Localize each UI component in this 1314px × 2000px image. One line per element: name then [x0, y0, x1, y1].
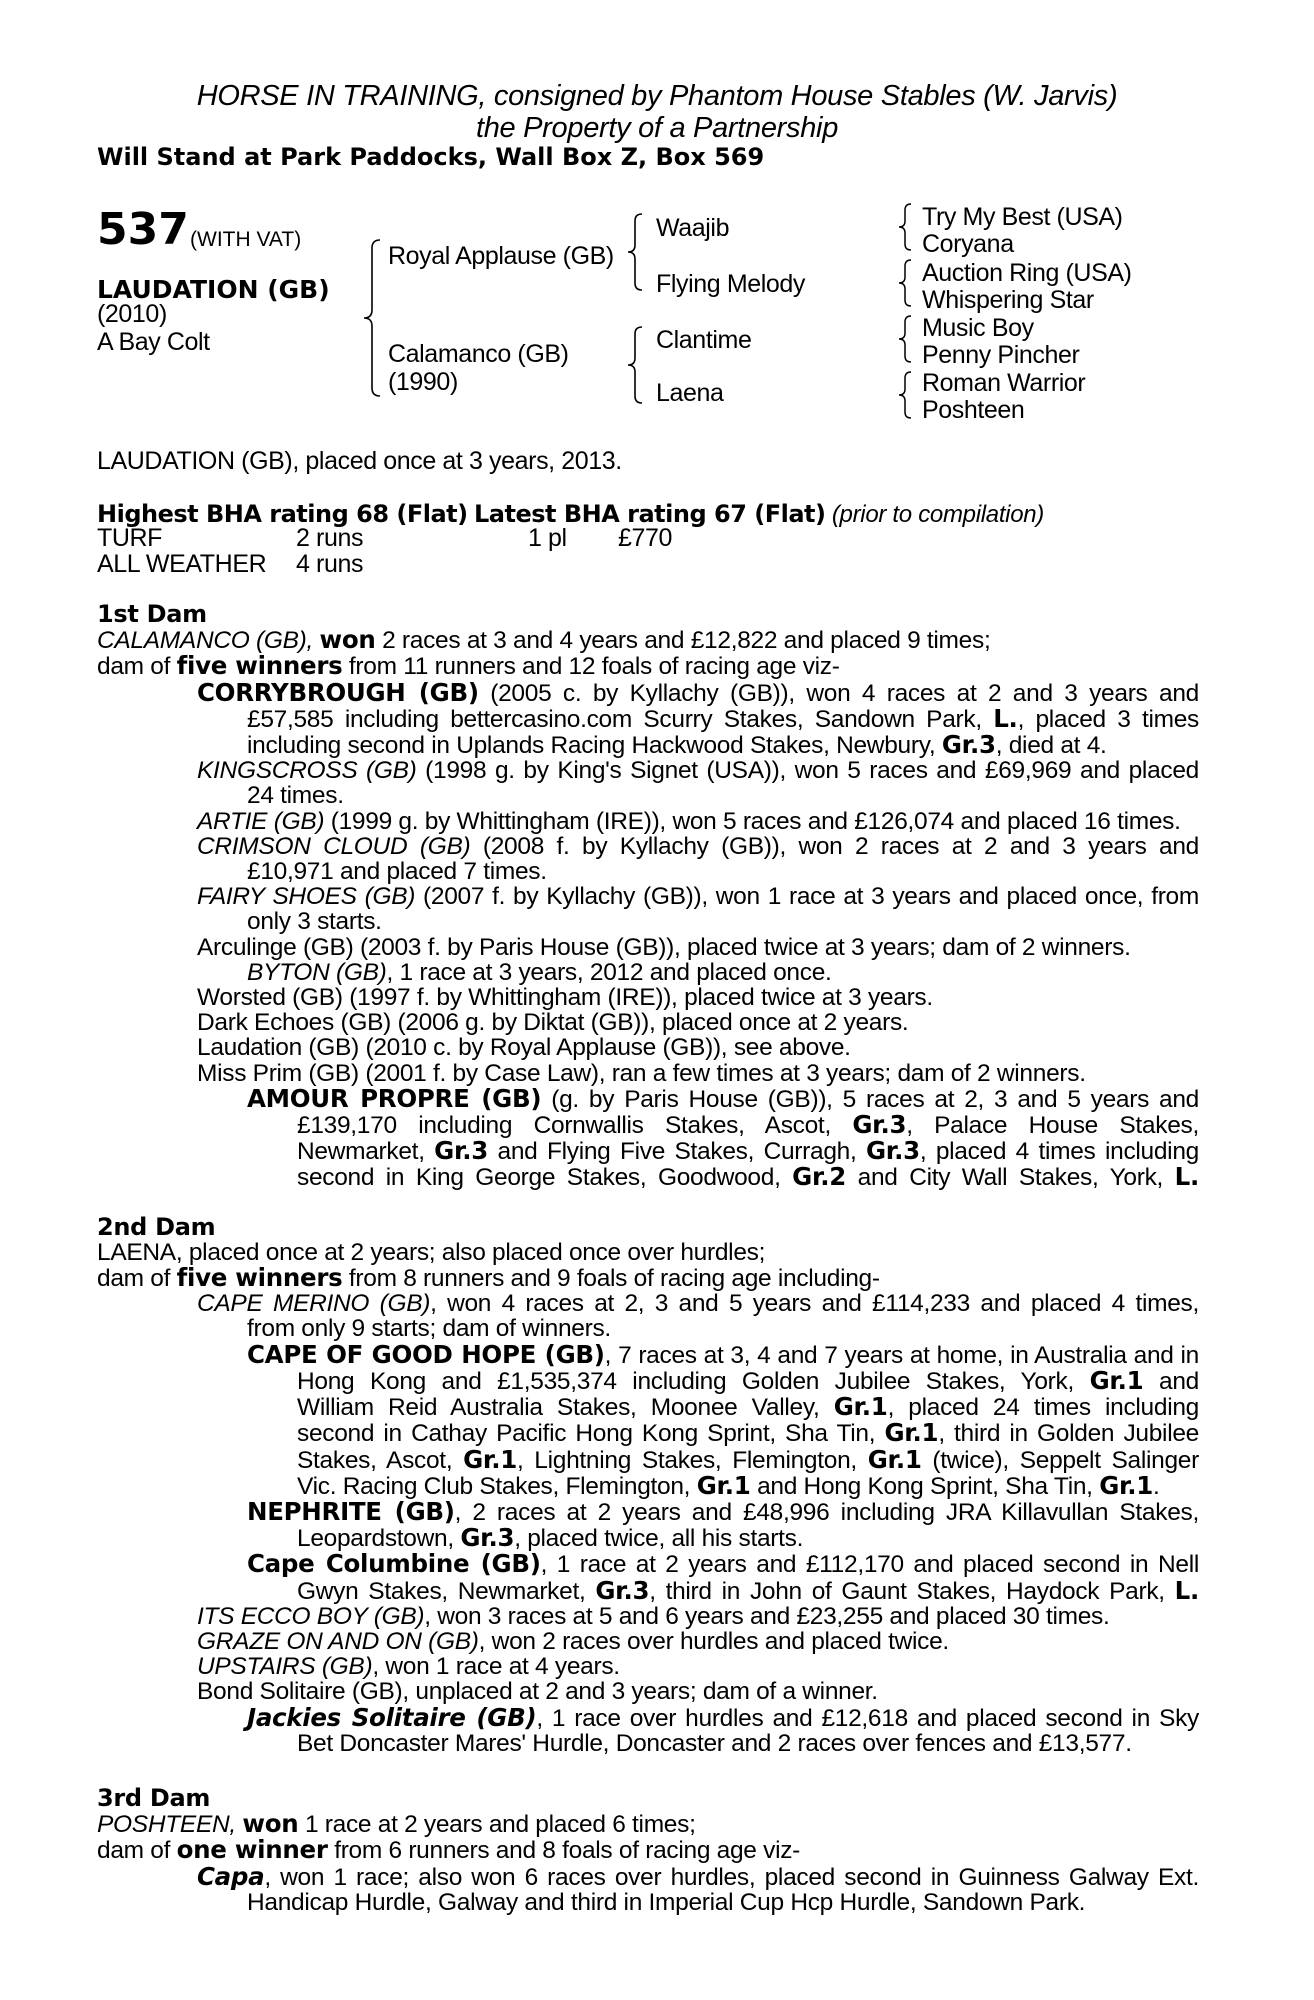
produce-amour-propre-cont: second in King George Stakes, Goodwood, Gr.2 and City Wall Stakes, York, L.: [297, 1162, 1199, 1192]
produce-cape-of-good-hope-cont: Hong Kong and £1,535,374 including Golden Jubilee Stakes, York, Gr.1 and: [297, 1365, 1200, 1395]
stand-location: Will Stand at Park Paddocks, Wall Box Z, Box 569: [97, 143, 765, 171]
turf-prize: £770: [618, 524, 673, 552]
consignor-line: HORSE IN TRAINING, consigned by Phantom House Stables (W. Jarvis): [196, 80, 1118, 112]
produce-amour-propre: AMOUR PROPRE (GB) (g. by Paris House (GB)), 5 races at 2, 3 and 5 years and: [247, 1083, 1200, 1113]
produce-laudation: Laudation (GB) (2010 c. by Royal Applause (GB)), see above.: [197, 1034, 851, 1062]
ggp-brace-icon: [897, 202, 917, 252]
produce-fairy-shoes-cont: only 3 starts.: [247, 908, 382, 936]
produce-crimson-cloud: CRIMSON CLOUD (GB) (2008 f. by Kyllachy (GB)), won 2 races at 2 and 3 years and: [197, 832, 1199, 860]
pedigree-ggp: Coryana: [922, 230, 1014, 258]
pedigree-dam-year: (1990): [388, 368, 458, 396]
produce-cape-columbine: Cape Columbine (GB), 1 race at 2 years and £112,170 and placed second in Nell: [247, 1549, 1199, 1579]
pedigree-sire-dam: Flying Melody: [656, 270, 806, 298]
produce-bond-solitaire: Bond Solitaire (GB), unplaced at 2 and 3 years; dam of a winner.: [197, 1678, 878, 1706]
produce-corrybrough: CORRYBROUGH (GB) (2005 c. by Kyllachy (GB)), won 4 races at 2 and 3 years and: [197, 677, 1199, 707]
produce-amour-propre-cont: £139,170 including Cornwallis Stakes, Ascot, Gr.3, Palace House Stakes,: [297, 1110, 1199, 1140]
foaling-year: (2010): [97, 300, 167, 328]
horse-description: A Bay Colt: [97, 328, 210, 356]
pedigree-ggp: Whispering Star: [922, 286, 1094, 314]
pedigree-dam-dam: Laena: [656, 379, 724, 407]
sire-brace-icon: [626, 212, 648, 292]
pedigree-dam: Calamanco (GB): [388, 340, 569, 368]
first-dam-produce-line: dam of five winners from 11 runners and 12 foals of racing age viz-: [97, 651, 840, 681]
produce-artie: ARTIE (GB) (1999 g. by Whittingham (IRE)), won 5 races and £126,074 and placed 16 times.: [197, 807, 1181, 835]
produce-nephrite: NEPHRITE (GB), 2 races at 2 years and £48,996 including JRA Killavullan Stakes,: [247, 1496, 1199, 1526]
produce-cape-merino: CAPE MERINO (GB), won 4 races at 2, 3 and 5 years and £114,233 and placed 4 times,: [197, 1290, 1199, 1318]
lot-number: 537: [97, 204, 189, 255]
produce-arculinge: Arculinge (GB) (2003 f. by Paris House (GB)), placed twice at 3 years; dam of 2 winners.: [197, 933, 1131, 961]
pedigree-ggp: Auction Ring (USA): [922, 259, 1132, 287]
produce-capa-cont: Handicap Hurdle, Galway and third in Imperial Cup Hcp Hurdle, Sandown Park.: [247, 1888, 1086, 1916]
produce-cape-of-good-hope-cont: Vic. Racing Club Stakes, Flemington, Gr.1 and Hong Kong Sprint, Sha Tin, Gr.1.: [297, 1470, 1160, 1500]
turf-label: TURF: [97, 524, 163, 552]
produce-cape-columbine-cont: Gwyn Stakes, Newmarket, Gr.3, third in John of Gaunt Stakes, Haydock Park, L.: [297, 1575, 1199, 1605]
produce-graze-on-and-on: GRAZE ON AND ON (GB), won 2 races over hurdles and placed twice.: [197, 1627, 949, 1655]
second-dam-line: LAENA, placed once at 2 years; also placed once over hurdles;: [97, 1238, 766, 1266]
produce-cape-of-good-hope-cont: Stakes, Ascot, Gr.1, Lightning Stakes, Flemington, Gr.1 (twice), Seppelt Salinger: [297, 1444, 1199, 1474]
turf-runs: 2 runs: [296, 524, 364, 552]
first-dam-line: CALAMANCO (GB), won 2 races at 3 and 4 years and £12,822 and placed 9 times;: [97, 625, 991, 655]
pedigree-ggp: Penny Pincher: [922, 341, 1080, 369]
produce-dark-echoes: Dark Echoes (GB) (2006 g. by Diktat (GB)), placed once at 2 years.: [197, 1009, 909, 1037]
property-line: the Property of a Partnership: [475, 112, 839, 144]
horse-name: LAUDATION (GB): [97, 275, 330, 304]
produce-cape-of-good-hope-cont: second in Cathay Pacific Hong Kong Sprint, Sha Tin, Gr.1, third in Golden Jubilee: [297, 1418, 1199, 1448]
rating-line: [97, 500, 1044, 529]
first-dam-heading: 1st Dam: [97, 600, 207, 628]
ggp-brace-icon: [897, 314, 917, 364]
produce-corrybrough-cont: £57,585 including bettercasino.com Scurry Stakes, Sandown Park, L., placed 3 times: [247, 703, 1199, 733]
produce-nephrite-cont: Leopardstown, Gr.3, placed twice, all his starts.: [297, 1523, 804, 1553]
produce-amour-propre-cont: Newmarket, Gr.3 and Flying Five Stakes, Curragh, Gr.3, placed 4 times including: [297, 1136, 1199, 1166]
ggp-brace-icon: [897, 370, 917, 420]
produce-corrybrough-cont: including second in Uplands Racing Hackwood Stakes, Newbury, Gr.3, died at 4.: [247, 730, 1107, 760]
pedigree-notes: [97, 602, 1199, 1915]
dam-brace-icon: [626, 325, 648, 405]
third-dam-heading: 3rd Dam: [97, 1783, 211, 1812]
pedigree-dam-sire: Clantime: [656, 326, 752, 354]
produce-cape-of-good-hope-cont: William Reid Australia Stakes, Moonee Valley, Gr.1, placed 24 times including: [297, 1392, 1199, 1422]
third-dam-produce-line: dam of one winner from 6 runners and 8 foals of racing age viz-: [97, 1835, 801, 1865]
second-dam-produce-line: dam of five winners from 8 runners and 9 foals of racing age including-: [97, 1263, 880, 1293]
vat-note: (WITH VAT): [190, 228, 302, 251]
latest-rating: Latest BHA rating 67 (Flat): [473, 500, 826, 528]
horse-summary: LAUDATION (GB), placed once at 3 years, 2013.: [97, 447, 622, 475]
rating-note: (prior to compilation): [831, 501, 1045, 528]
third-dam-line: POSHTEEN, won 1 race at 2 years and placed 6 times;: [97, 1809, 696, 1839]
ggp-brace-icon: [897, 258, 917, 308]
aw-runs: 4 runs: [296, 550, 364, 578]
produce-capa: Capa, won 1 race; also won 6 races over hurdles, placed second in Guinness Galway Ext.: [197, 1861, 1199, 1891]
pedigree-ggp: Music Boy: [922, 314, 1034, 342]
produce-miss-prim: Miss Prim (GB) (2001 f. by Case Law), ran a few times at 3 years; dam of 2 winners.: [197, 1059, 1086, 1087]
highest-rating: Highest BHA rating 68 (Flat): [97, 500, 468, 528]
produce-worsted: Worsted (GB) (1997 f. by Whittingham (IRE)), placed twice at 3 years.: [197, 984, 933, 1012]
produce-upstairs: UPSTAIRS (GB), won 1 race at 4 years.: [197, 1653, 620, 1681]
pedigree-sire: Royal Applause (GB): [388, 242, 614, 270]
produce-cape-merino-cont: from only 9 starts; dam of winners.: [247, 1315, 611, 1343]
produce-cape-of-good-hope: CAPE OF GOOD HOPE (GB), 7 races at 3, 4 and 7 years at home, in Australia and in: [247, 1339, 1199, 1369]
produce-jackies-solitaire: Jackies Solitaire (GB), 1 race over hurdles and £12,618 and placed second in Sky: [247, 1702, 1199, 1732]
pedigree-ggp: Try My Best (USA): [922, 203, 1123, 231]
aw-label: ALL WEATHER: [97, 550, 267, 578]
main-brace-icon: [362, 238, 386, 398]
produce-crimson-cloud-cont: £10,971 and placed 7 times.: [247, 858, 547, 886]
turf-placings: 1 pl: [528, 524, 567, 552]
produce-kingscross-cont: 24 times.: [247, 782, 344, 810]
produce-its-ecco-boy: ITS ECCO BOY (GB), won 3 races at 5 and 6 years and £23,255 and placed 30 times.: [197, 1602, 1110, 1630]
produce-kingscross: KINGSCROSS (GB) (1998 g. by King's Signet (USA)), won 5 races and £69,969 and placed: [197, 757, 1199, 785]
second-dam-heading: 2nd Dam: [97, 1212, 216, 1241]
pedigree-ggp: Poshteen: [922, 396, 1025, 424]
produce-jackies-solitaire-cont: Bet Doncaster Mares' Hurdle, Doncaster and 2 races over fences and £13,577.: [297, 1729, 1132, 1757]
produce-byton: BYTON (GB), 1 race at 3 years, 2012 and placed once.: [247, 958, 832, 986]
pedigree-ggp: Roman Warrior: [922, 369, 1086, 397]
produce-fairy-shoes: FAIRY SHOES (GB) (2007 f. by Kyllachy (GB)), won 1 race at 3 years and placed once, from: [197, 883, 1199, 911]
pedigree-sire-sire: Waajib: [656, 214, 730, 242]
